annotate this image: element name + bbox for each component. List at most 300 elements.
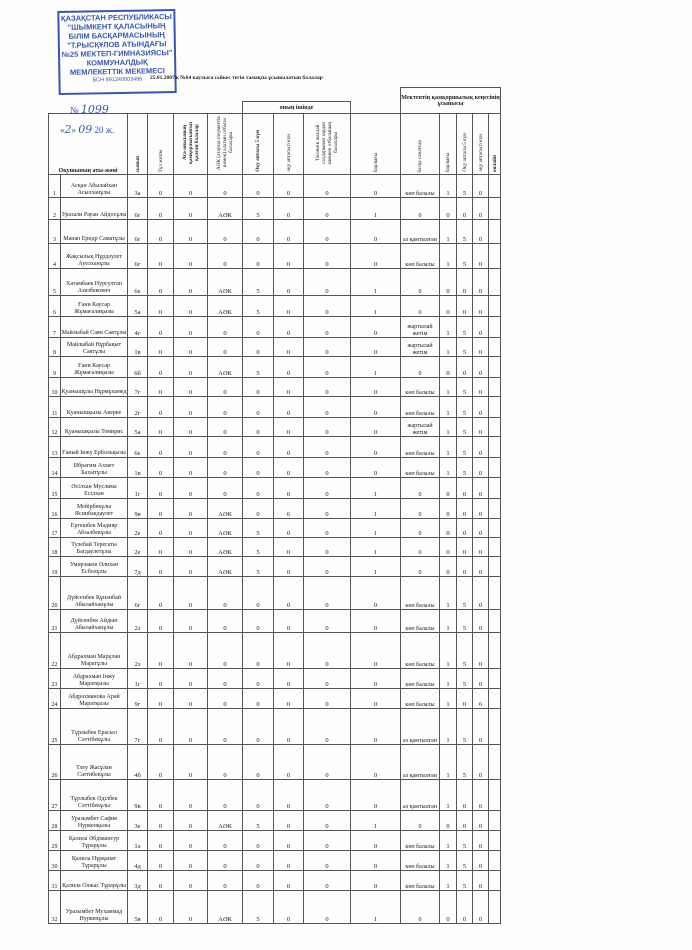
cell-t: 0 xyxy=(440,478,457,499)
cell-b: 0 xyxy=(174,418,208,437)
table-row xyxy=(49,557,501,577)
cell-e: 0 xyxy=(274,780,304,811)
row-number: 16 xyxy=(49,499,61,519)
cell-f: 0 xyxy=(304,418,351,437)
cell-g: 0 xyxy=(351,851,401,871)
row-number: 25 xyxy=(49,709,61,745)
student-class: 1г xyxy=(128,478,148,499)
cell-c: 0 xyxy=(208,780,243,811)
row-number: 28 xyxy=(49,811,61,831)
cell-d5: 5 xyxy=(457,577,473,610)
student-class: 3а xyxy=(128,175,148,198)
cell-a: 0 xyxy=(148,357,174,378)
cell-t: 1 xyxy=(440,418,457,437)
cell-d5: 5 xyxy=(457,244,473,269)
student-name: Ғани Каусар Жұмағалиқызы xyxy=(61,296,128,317)
cell-d5: 0 xyxy=(457,519,473,538)
table-row xyxy=(49,198,501,220)
cell-cat: аз қамтылған xyxy=(401,220,440,244)
cell-on xyxy=(489,577,501,610)
student-class: 2з xyxy=(128,610,148,633)
cell-b: 0 xyxy=(174,378,208,397)
cell-e: 0 xyxy=(274,871,304,891)
student-name: Умирзаков Әлихан Есболұлы xyxy=(61,557,128,577)
cell-g: 1 xyxy=(351,811,401,831)
registration-number: № 1099 xyxy=(70,103,109,116)
cell-on xyxy=(489,851,501,871)
cell-b: 0 xyxy=(174,831,208,851)
cell-f: 0 xyxy=(304,891,351,924)
cell-a: 0 xyxy=(148,437,174,458)
cell-cat: көп балалы xyxy=(401,689,440,709)
cell-t: 1 xyxy=(440,831,457,851)
cell-g: 0 xyxy=(351,175,401,198)
school-stamp xyxy=(57,9,176,95)
student-name: Ергешбек Мадияр Абзалбекұлы xyxy=(61,519,128,538)
cell-d6: 0 xyxy=(473,610,489,633)
cell-d5: 5 xyxy=(457,317,473,338)
student-name: Уразали Рауан Айдосұлы xyxy=(61,198,128,220)
student-class: 2г xyxy=(128,397,148,418)
student-class: 2з xyxy=(128,633,148,669)
cell-d: 0 xyxy=(243,780,274,811)
cell-on xyxy=(489,317,501,338)
cell-d6: 0 xyxy=(473,397,489,418)
cell-cat: жартылай жетім xyxy=(401,338,440,357)
cell-b: 0 xyxy=(174,397,208,418)
cell-on xyxy=(489,538,501,557)
student-class: 6г xyxy=(128,244,148,269)
cell-cat: көп балалы xyxy=(401,244,440,269)
cell-a: 0 xyxy=(148,175,174,198)
registration-number-value: 1099 xyxy=(80,103,109,116)
stamp-line: ҚАЗАҚСТАН РЕСПУБЛИКАСЫ xyxy=(60,12,172,23)
cell-f: 0 xyxy=(304,538,351,557)
cell-cat: көп балалы xyxy=(401,378,440,397)
cell-d5: 5 xyxy=(457,669,473,689)
header-other: Тегеннiн жағдай салдарынан зардап шеккен отбасының балалары xyxy=(315,121,339,165)
cell-on xyxy=(489,397,501,418)
cell-c: АӘК xyxy=(208,269,243,296)
cell-c: 0 xyxy=(208,689,243,709)
cell-g: 0 xyxy=(351,610,401,633)
cell-f: 0 xyxy=(304,811,351,831)
row-number: 10 xyxy=(49,378,61,397)
table-row xyxy=(49,871,501,891)
cell-d5: 0 xyxy=(457,891,473,924)
cell-g: 0 xyxy=(351,220,401,244)
cell-on xyxy=(489,378,501,397)
cell-d6: 0 xyxy=(473,198,489,220)
header-aok: АӘК (атаулы әлеуметтік көмек) алатын отбасы балалары xyxy=(216,116,234,170)
header-council-6day: оқу аптасы 6 күн xyxy=(477,134,484,172)
cell-d: 0 xyxy=(243,418,274,437)
cell-c: АӘК xyxy=(208,811,243,831)
cell-g: 0 xyxy=(351,378,401,397)
cell-d5: 0 xyxy=(457,478,473,499)
table-row xyxy=(49,538,501,557)
table-row xyxy=(49,577,501,610)
cell-f: 0 xyxy=(304,745,351,780)
student-class: 3д xyxy=(128,871,148,891)
cell-t: 1 xyxy=(440,338,457,357)
cell-b: 0 xyxy=(174,633,208,669)
cell-b: 0 xyxy=(174,296,208,317)
student-class: 4г xyxy=(128,317,148,338)
cell-e: 0 xyxy=(274,831,304,851)
row-number: 21 xyxy=(49,610,61,633)
cell-g: 1 xyxy=(351,296,401,317)
cell-g: 1 xyxy=(351,269,401,296)
cell-b: 0 xyxy=(174,610,208,633)
header-class: сынып xyxy=(134,155,141,172)
cell-cat: көп балалы xyxy=(401,831,440,851)
cell-a: 0 xyxy=(148,296,174,317)
cell-d6: 0 xyxy=(473,220,489,244)
cell-a: 0 xyxy=(148,851,174,871)
cell-g: 0 xyxy=(351,831,401,851)
table-row xyxy=(49,397,501,418)
cell-d: 0 xyxy=(243,669,274,689)
cell-a: 0 xyxy=(148,557,174,577)
cell-d: 5 xyxy=(243,269,274,296)
row-number: 20 xyxy=(49,577,61,610)
row-number: 5 xyxy=(49,269,61,296)
cell-d5: 0 xyxy=(457,499,473,519)
student-name: Қалила Олжас Тұрарұлы xyxy=(61,871,128,891)
cell-g: 1 xyxy=(351,538,401,557)
student-name: Уразымбет Сафия Нуркенқызы xyxy=(61,811,128,831)
cell-d: 0 xyxy=(243,378,274,397)
header-total: барлығы xyxy=(372,152,379,172)
cell-e: 0 xyxy=(274,198,304,220)
cell-d: 0 xyxy=(243,851,274,871)
student-class: 4д xyxy=(128,851,148,871)
cell-g: 0 xyxy=(351,745,401,780)
cell-g: 1 xyxy=(351,499,401,519)
cell-t: 0 xyxy=(440,557,457,577)
student-class: 1в xyxy=(128,338,148,357)
cell-t: 1 xyxy=(440,397,457,418)
cell-c: АӘК xyxy=(208,198,243,220)
table-row xyxy=(49,338,501,357)
cell-d5: 5 xyxy=(457,851,473,871)
cell-t: 1 xyxy=(440,458,457,478)
student-name: Қуанышқызы Акерке xyxy=(61,397,128,418)
cell-f: 0 xyxy=(304,577,351,610)
cell-d: 0 xyxy=(243,499,274,519)
cell-cat: 0 xyxy=(401,478,440,499)
student-class: 6г xyxy=(128,220,148,244)
cell-f: 0 xyxy=(304,378,351,397)
cell-d5: 0 xyxy=(457,557,473,577)
cell-b: 0 xyxy=(174,709,208,745)
cell-g: 0 xyxy=(351,338,401,357)
cell-e: 0 xyxy=(274,175,304,198)
stamp-bin: БСН 991240003486 xyxy=(92,76,143,84)
cell-d5: 5 xyxy=(457,437,473,458)
cell-d5: 5 xyxy=(457,458,473,478)
cell-on xyxy=(489,811,501,831)
cell-d: 5 xyxy=(243,296,274,317)
table-row xyxy=(49,220,501,244)
cell-cat: жартылай жетім xyxy=(401,317,440,338)
student-name: Қалила Әбдімансур Тұрарұлы xyxy=(61,831,128,851)
cell-d: 0 xyxy=(243,709,274,745)
student-name: Дүйсенбек Айдын Абылайханұлы xyxy=(61,610,128,633)
cell-t: 0 xyxy=(440,891,457,924)
cell-f: 0 xyxy=(304,610,351,633)
cell-a: 0 xyxy=(148,633,174,669)
cell-c: 0 xyxy=(208,478,243,499)
document-caption: 25.01.2007ж №64 каулыға сәйкес тегін тамақпа ұсынылатын балалар xyxy=(150,75,323,81)
student-name: Дүйсенбек Құнанбай Абылайханұлы xyxy=(61,577,128,610)
cell-cat: көп балалы xyxy=(401,397,440,418)
students-table xyxy=(48,87,501,924)
header-five-day: Оқу аптасы 5 күн xyxy=(255,130,261,172)
student-class: 2е xyxy=(128,538,148,557)
cell-on xyxy=(489,669,501,689)
cell-f: 0 xyxy=(304,499,351,519)
student-class: 7г xyxy=(128,709,148,745)
cell-e: 0 xyxy=(274,851,304,871)
cell-d5: 0 xyxy=(457,689,473,709)
cell-f: 0 xyxy=(304,220,351,244)
cell-d6: 0 xyxy=(473,871,489,891)
cell-a: 0 xyxy=(148,669,174,689)
cell-d6: 0 xyxy=(473,851,489,871)
cell-on xyxy=(489,220,501,244)
cell-d6: 0 xyxy=(473,338,489,357)
cell-a: 0 xyxy=(148,418,174,437)
cell-d: 0 xyxy=(243,220,274,244)
cell-c: 0 xyxy=(208,851,243,871)
cell-cat: 0 xyxy=(401,811,440,831)
cell-g: 0 xyxy=(351,397,401,418)
cell-cat: 0 xyxy=(401,296,440,317)
row-number: 27 xyxy=(49,780,61,811)
table-row xyxy=(49,831,501,851)
cell-d5: 5 xyxy=(457,633,473,669)
cell-g: 0 xyxy=(351,709,401,745)
table-row xyxy=(49,709,501,745)
cell-f: 0 xyxy=(304,780,351,811)
cell-d6: 0 xyxy=(473,437,489,458)
cell-d: 0 xyxy=(243,478,274,499)
cell-on xyxy=(489,831,501,851)
row-number: 11 xyxy=(49,397,61,418)
cell-b: 0 xyxy=(174,780,208,811)
student-class: 9в xyxy=(128,499,148,519)
cell-f: 0 xyxy=(304,851,351,871)
stamp-line: "Т.РЫСҚҰЛОВ АТЫНДАҒЫ xyxy=(67,39,167,50)
student-class: 4б xyxy=(128,745,148,780)
cell-a: 0 xyxy=(148,538,174,557)
cell-d5: 0 xyxy=(457,296,473,317)
student-class: 6б xyxy=(128,357,148,378)
row-number: 32 xyxy=(49,891,61,924)
cell-c: 0 xyxy=(208,220,243,244)
cell-g: 1 xyxy=(351,557,401,577)
cell-a: 0 xyxy=(148,317,174,338)
cell-c: АӘК xyxy=(208,519,243,538)
cell-d5: 5 xyxy=(457,378,473,397)
student-name: Мейірбекұлы Ясинбакдаулет xyxy=(61,499,128,519)
cell-on xyxy=(489,499,501,519)
table-row xyxy=(49,357,501,378)
cell-f: 0 xyxy=(304,689,351,709)
cell-f: 0 xyxy=(304,557,351,577)
cell-e: 0 xyxy=(274,891,304,924)
cell-b: 0 xyxy=(174,538,208,557)
cell-on xyxy=(489,478,501,499)
stamp-line: МЕМЛЕКЕТТІК МЕКЕМЕСІ xyxy=(69,66,165,77)
cell-f: 0 xyxy=(304,175,351,198)
cell-d: 0 xyxy=(243,175,274,198)
student-class: 5а xyxy=(128,296,148,317)
cell-c: 0 xyxy=(208,709,243,745)
cell-d5: 0 xyxy=(457,811,473,831)
cell-e: 0 xyxy=(274,220,304,244)
cell-d6: 0 xyxy=(473,458,489,478)
cell-a: 0 xyxy=(148,745,174,780)
cell-on xyxy=(489,780,501,811)
cell-c: АӘК xyxy=(208,891,243,924)
header-council-total: барлығы xyxy=(445,152,451,172)
row-number: 22 xyxy=(49,633,61,669)
cell-d: 0 xyxy=(243,317,274,338)
cell-e: 0 xyxy=(274,811,304,831)
cell-d6: 0 xyxy=(473,519,489,538)
cell-d: 0 xyxy=(243,689,274,709)
cell-d: 5 xyxy=(243,557,274,577)
stamp-line: "ШЫМКЕНТ ҚАЛАСЫНЫҢ xyxy=(67,21,166,32)
table-row xyxy=(49,317,501,338)
cell-b: 0 xyxy=(174,458,208,478)
cell-d5: 5 xyxy=(457,610,473,633)
cell-f: 0 xyxy=(304,397,351,418)
row-number: 19 xyxy=(49,557,61,577)
cell-a: 0 xyxy=(148,269,174,296)
cell-cat: көп балалы xyxy=(401,669,440,689)
row-number: 3 xyxy=(49,220,61,244)
cell-cat: 0 xyxy=(401,357,440,378)
cell-cat: 0 xyxy=(401,198,440,220)
cell-f: 0 xyxy=(304,871,351,891)
cell-g: 0 xyxy=(351,244,401,269)
cell-d5: 5 xyxy=(457,831,473,851)
cell-g: 0 xyxy=(351,577,401,610)
cell-f: 0 xyxy=(304,519,351,538)
cell-b: 0 xyxy=(174,669,208,689)
cell-t: 1 xyxy=(440,378,457,397)
cell-e: 0 xyxy=(274,378,304,397)
student-name: Абдрахман Інжу Маратқызы xyxy=(61,669,128,689)
cell-d6: 0 xyxy=(473,478,489,499)
cell-a: 0 xyxy=(148,244,174,269)
cell-d: 0 xyxy=(243,397,274,418)
cell-b: 0 xyxy=(174,269,208,296)
cell-a: 0 xyxy=(148,338,174,357)
cell-cat: көп балалы xyxy=(401,175,440,198)
cell-g: 1 xyxy=(351,198,401,220)
cell-t: 0 xyxy=(440,296,457,317)
student-name: Тлеу Жасұлан Саттибекұлы xyxy=(61,745,128,780)
cell-d6: 0 xyxy=(473,891,489,924)
table-row xyxy=(49,633,501,669)
student-class: 6г xyxy=(128,198,148,220)
student-class: 5а xyxy=(128,418,148,437)
cell-c: 0 xyxy=(208,577,243,610)
student-name: Майлыбай Нұрбақыт Саятұлы xyxy=(61,338,128,357)
header-including-group: оның ішінде xyxy=(243,102,351,114)
row-number: 6 xyxy=(49,296,61,317)
cell-d: 0 xyxy=(243,577,274,610)
cell-t: 1 xyxy=(440,633,457,669)
cell-g: 0 xyxy=(351,871,401,891)
cell-cat: 0 xyxy=(401,538,440,557)
cell-g: 0 xyxy=(351,780,401,811)
cell-e: 0 xyxy=(274,709,304,745)
cell-d6: 0 xyxy=(473,244,489,269)
cell-on xyxy=(489,244,501,269)
cell-g: 1 xyxy=(351,357,401,378)
cell-c: 0 xyxy=(208,871,243,891)
cell-t: 1 xyxy=(440,745,457,780)
cell-c: 0 xyxy=(208,317,243,338)
cell-g: 1 xyxy=(351,519,401,538)
student-name: Ғаный Інжу Ербольқызы xyxy=(61,437,128,458)
cell-t: 1 xyxy=(440,244,457,269)
cell-on xyxy=(489,437,501,458)
table-row xyxy=(49,244,501,269)
row-number: 29 xyxy=(49,831,61,851)
cell-cat: көп балалы xyxy=(401,437,440,458)
cell-d5: 0 xyxy=(457,780,473,811)
cell-g: 0 xyxy=(351,437,401,458)
cell-cat: 0 xyxy=(401,519,440,538)
table-row xyxy=(49,811,501,831)
cell-d6: 0 xyxy=(473,418,489,437)
cell-cat: аз қамтылған xyxy=(401,745,440,780)
registration-date: «2» 09 20 ж. xyxy=(60,123,115,136)
student-class: 6г xyxy=(128,577,148,610)
cell-t: 1 xyxy=(440,577,457,610)
table-row xyxy=(49,891,501,924)
cell-cat: 0 xyxy=(401,269,440,296)
cell-c: 0 xyxy=(208,397,243,418)
student-name: Абдрахманова Арай Маратқызы xyxy=(61,689,128,709)
cell-b: 0 xyxy=(174,478,208,499)
cell-c: 0 xyxy=(208,669,243,689)
cell-e: 0 xyxy=(274,244,304,269)
cell-b: 0 xyxy=(174,891,208,924)
cell-on xyxy=(489,269,501,296)
cell-f: 0 xyxy=(304,831,351,851)
student-class: 9г xyxy=(128,689,148,709)
student-name: Ибрагим Ахмет Бахытұлы xyxy=(61,458,128,478)
cell-on xyxy=(489,198,501,220)
cell-e: 0 xyxy=(274,437,304,458)
student-class: 1в xyxy=(128,458,148,478)
cell-d6: 0 xyxy=(473,357,489,378)
cell-d5: 0 xyxy=(457,538,473,557)
row-number: 17 xyxy=(49,519,61,538)
cell-t: 0 xyxy=(440,519,457,538)
cell-g: 0 xyxy=(351,418,401,437)
cell-e: 0 xyxy=(274,478,304,499)
cell-b: 0 xyxy=(174,871,208,891)
